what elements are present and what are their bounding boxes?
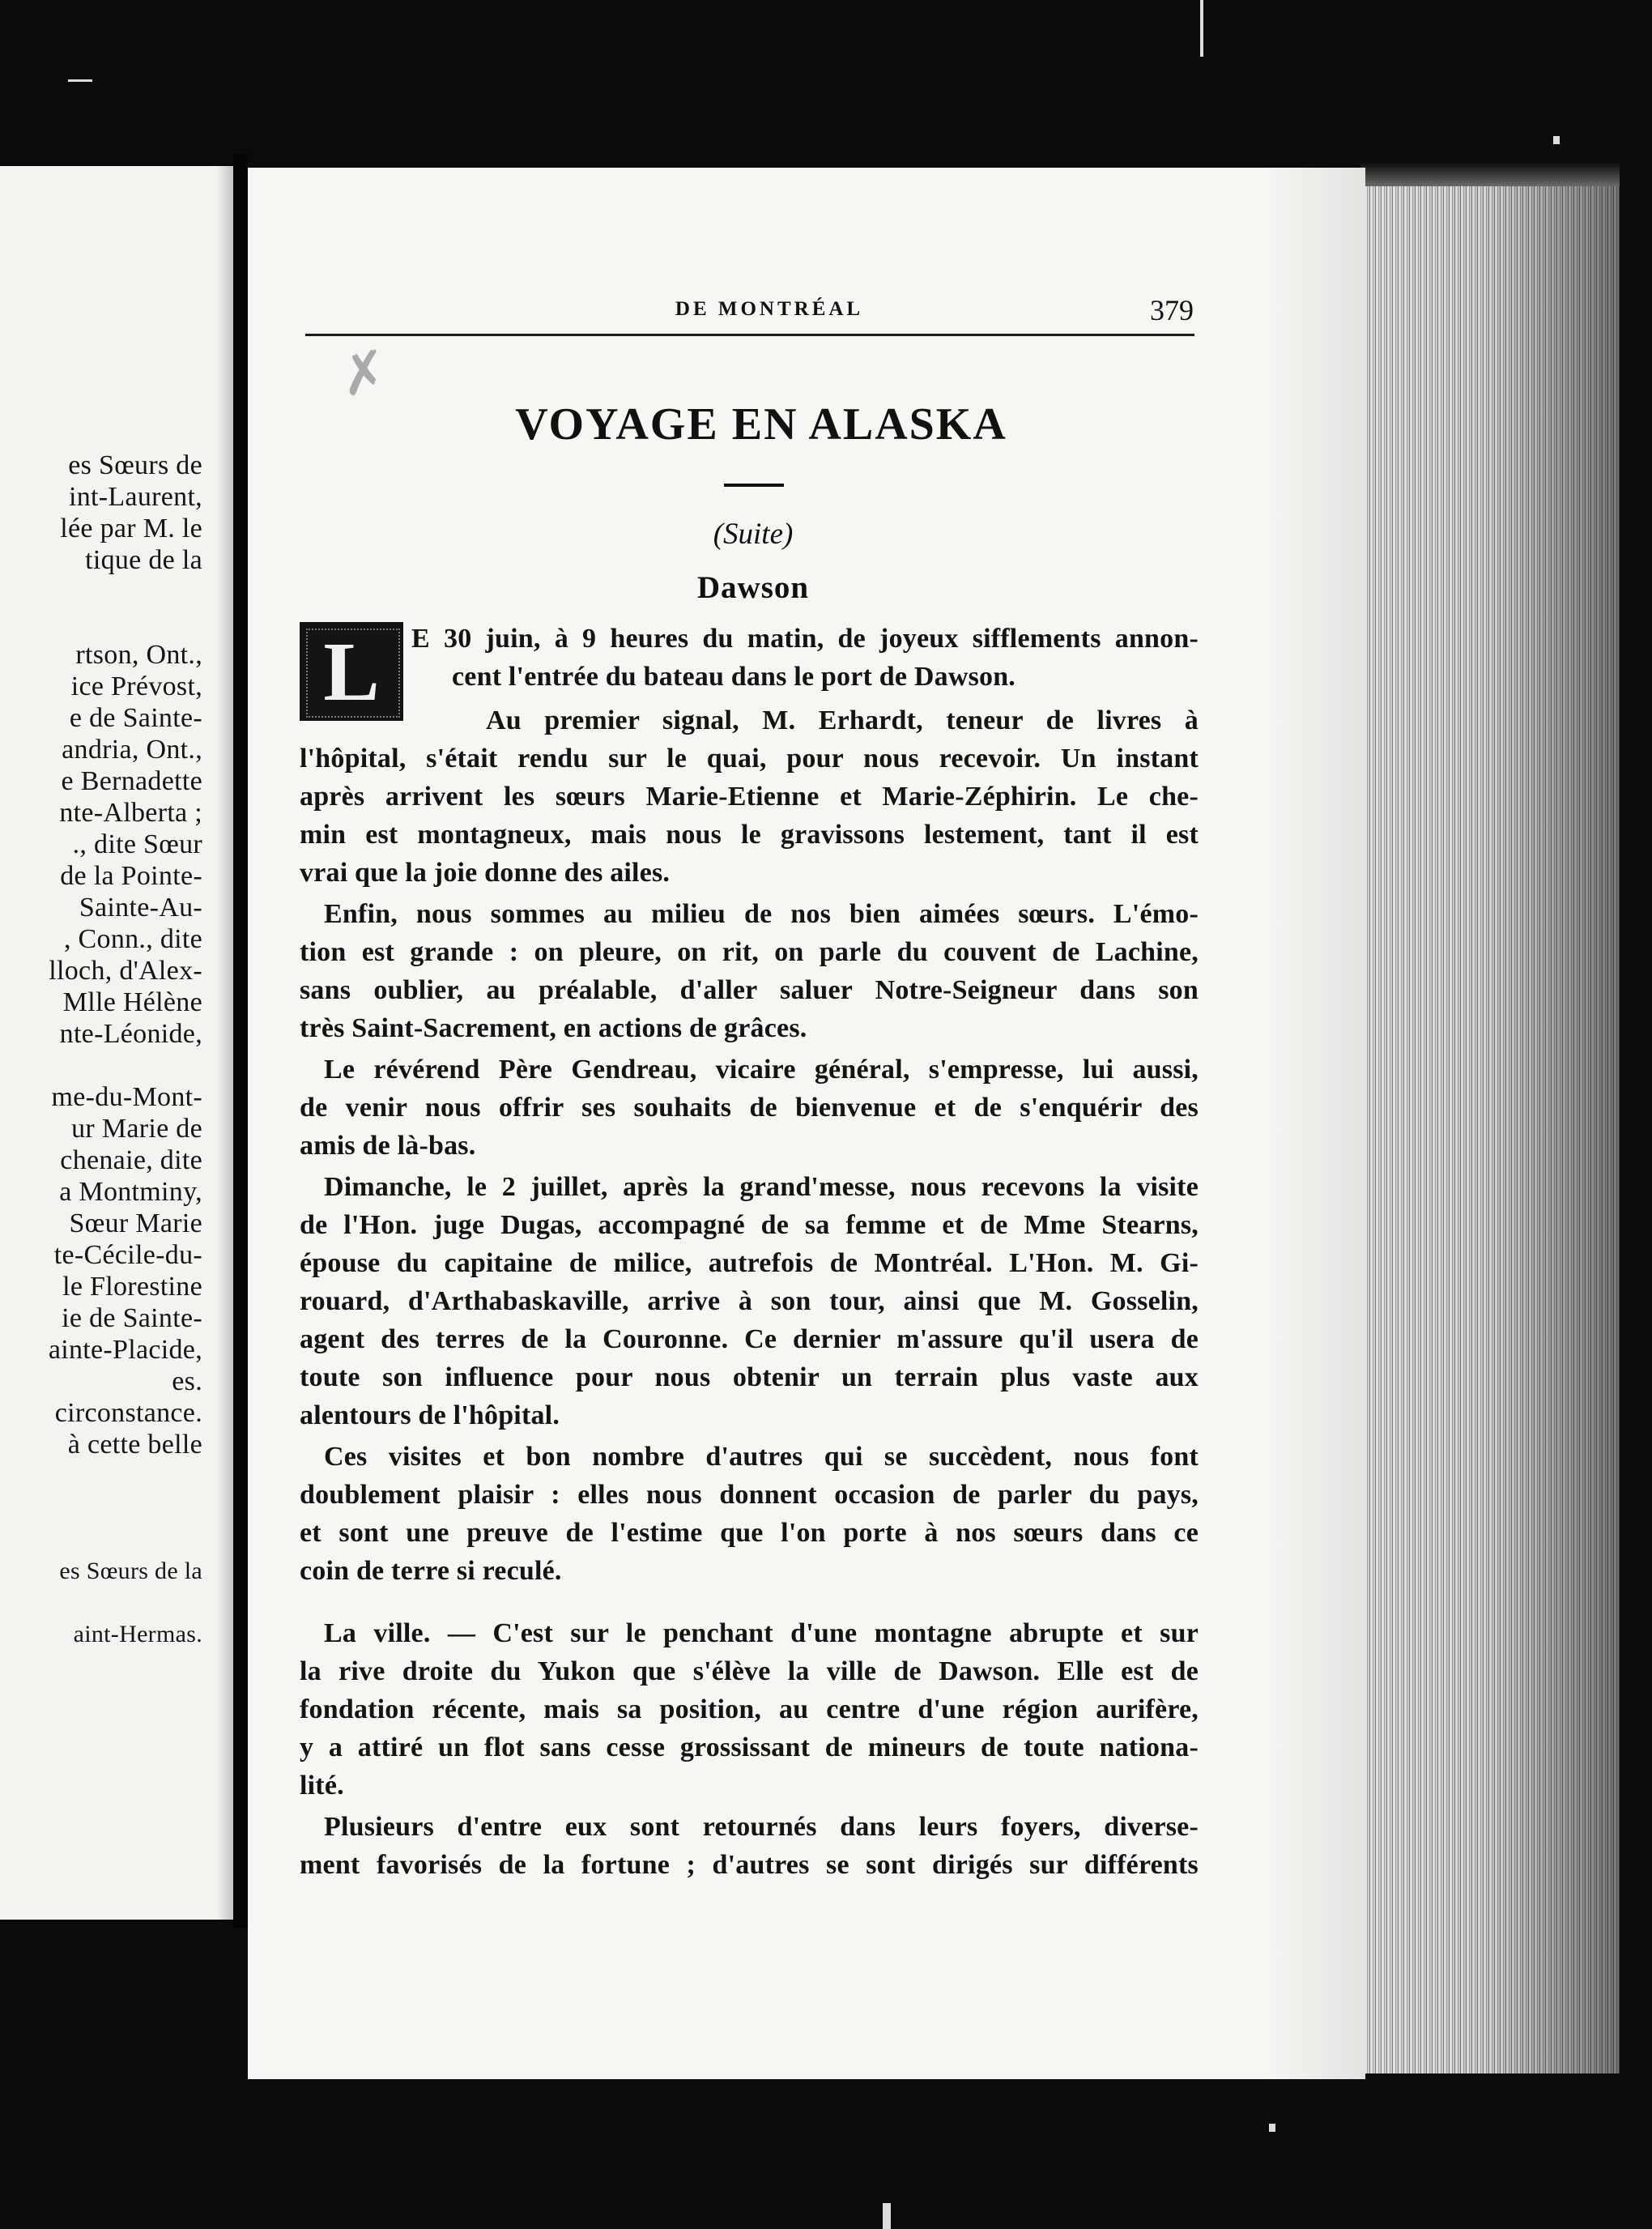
left-line: rtson, Ont., [75,640,202,670]
left-gap [0,1587,202,1618]
left-gap [0,1524,202,1555]
text-line: de l'Hon. juge Dugas, accompagné de sa femme et de Mme Stearns, [300,1210,1199,1240]
text-line: la rive droite du Yukon que s'élève la ville de Dawson. Elle est de [300,1656,1199,1686]
left-line: nte-Léonide, [59,1019,202,1049]
text-line: après arrivent les sœurs Marie-Etienne et Marie-Zéphirin. Le che- [300,782,1199,812]
left-gap [0,607,202,639]
left-line: e de Sainte- [69,703,202,733]
text-line: Le révérend Père Gendreau, vicaire général, s'empresse, lui aussi, [324,1055,1199,1085]
running-title: DE MONTRÉAL [675,298,864,320]
text-line: de venir nous offrir ses souhaits de bienvenue et de s'enquérir des [300,1093,1199,1123]
text-line: coin de terre si reculé. [300,1556,562,1586]
scan-speck [1553,136,1560,144]
page-number: 379 [1150,294,1194,326]
scan-speck [1200,0,1203,57]
left-line: ice Prévost, [70,671,202,701]
text-line: lité. [300,1771,344,1801]
text-line: y a attiré un flot sans cesse grossissant de mineurs de toute nationa- [300,1732,1199,1762]
title-rule [724,484,784,487]
header-rule [305,334,1194,336]
book-gutter [233,154,248,1928]
left-line: me-du-Mont- [51,1082,202,1112]
text-line: et sont une preuve de l'estime que l'on porte à nos sœurs dans ce [300,1518,1199,1548]
continuation-note: (Suite) [713,518,794,551]
text-line: épouse du capitaine de milice, autrefois de Montréal. L'Hon. M. Gi- [300,1248,1199,1278]
text-line: cent l'entrée du bateau dans le port de Dawson. [452,662,1016,692]
left-line: ainte-Placide, [48,1335,202,1365]
text-line: min est montagneux, mais nous le gravissons lestement, tant il est [300,820,1199,850]
left-page-text [0,450,202,1650]
left-line: tique de la [85,545,202,575]
left-line: circonstance. [54,1398,202,1428]
left-line: Sainte-Au- [79,893,202,923]
scan-speck [68,79,92,82]
left-line: Sœur Marie [69,1208,202,1238]
left-line: nte-Alberta ; [59,798,202,828]
drop-cap: L [300,622,403,721]
left-page [0,166,233,1920]
left-page-fold [217,166,235,1920]
left-line: ., dite Sœur [72,829,202,859]
text-line: ment favorisés de la fortune ; d'autres se sont dirigés sur différents [300,1850,1199,1880]
left-line: ie de Sainte- [62,1303,202,1333]
left-line: andria, Ont., [62,735,202,765]
text-line: E 30 juin, à 9 heures du matin, de joyeux sifflements annon- [411,624,1199,654]
left-line: es. [172,1366,202,1396]
scan-speck [883,2203,891,2229]
text-line: fondation récente, mais sa position, au centre d'une région aurifère, [300,1694,1199,1724]
text-line: vrai que la joie donne des ailes. [300,858,671,888]
left-gap [0,1050,202,1081]
text-line: Dimanche, le 2 juillet, après la grand'messe, nous recevons la visite [324,1172,1199,1202]
right-page-shade [1263,168,1365,2079]
text-line: l'hôpital, s'était rendu sur le quai, pour nous recevoir. Un instant [300,744,1199,774]
text-line: Enfin, nous sommes au milieu de nos bien aimées sœurs. L'émo- [324,899,1199,929]
left-gap [0,1460,202,1492]
text-line: Plusieurs d'entre eux sont retournés dans leurs foyers, diverse- [324,1812,1199,1842]
section-heading: Dawson [696,570,810,605]
left-line: Mlle Hélène [62,987,202,1017]
left-gap [0,576,202,607]
text-line: très Saint-Sacrement, en actions de grâces. [300,1013,807,1043]
drop-cap-ornament [306,629,400,718]
text-line: La ville. — C'est sur le penchant d'une montagne abrupte et sur [324,1618,1199,1648]
left-line: a Montminy, [59,1177,202,1207]
left-line: es Sœurs de la [59,1558,202,1584]
text-line: sans oublier, au préalable, d'aller saluer Notre-Seigneur dans son [300,975,1199,1005]
page-edges-top [1360,162,1620,186]
left-line: es Sœurs de [68,450,202,480]
left-line: de la Pointe- [60,861,202,891]
pencil-mark: ✗ [334,336,394,411]
left-line: ur Marie de [71,1114,202,1144]
left-line: le Florestine [62,1272,202,1302]
left-line: te-Cécile-du- [53,1240,202,1270]
left-line: , Conn., dite [63,924,202,954]
text-line: tion est grande : on pleure, on rit, on parle du couvent de Lachine, [300,937,1199,967]
text-line: agent des terres de la Couronne. Ce dernier m'assure qu'il usera de [300,1324,1199,1354]
text-line: rouard, d'Arthabaskaville, arrive à son tour, ainsi que M. Gosselin, [300,1286,1199,1316]
left-line: e Bernadette [61,766,202,796]
text-line: Au premier signal, M. Erhardt, teneur de livres à [486,705,1199,735]
text-line: amis de là-bas. [300,1131,476,1161]
text-line: alentours de l'hôpital. [300,1400,560,1430]
left-line: lloch, d'Alex- [49,956,202,986]
left-line: chenaie, dite [60,1145,202,1175]
left-line: à cette belle [67,1430,202,1460]
text-line: Ces visites et bon nombre d'autres qui se succèdent, nous font [324,1442,1199,1472]
text-line: toute son influence pour nous obtenir un terrain plus vaste aux [300,1362,1199,1392]
text-line: doublement plaisir : elles nous donnent occasion de parler du pays, [300,1480,1199,1510]
left-line: int-Laurent, [68,482,202,512]
scan-speck [1269,2124,1275,2132]
left-line: aint-Hermas. [73,1621,202,1647]
left-line: lée par M. le [60,514,202,543]
left-gap [0,1492,202,1524]
article-title: VOYAGE EN ALASKA [515,399,1007,450]
